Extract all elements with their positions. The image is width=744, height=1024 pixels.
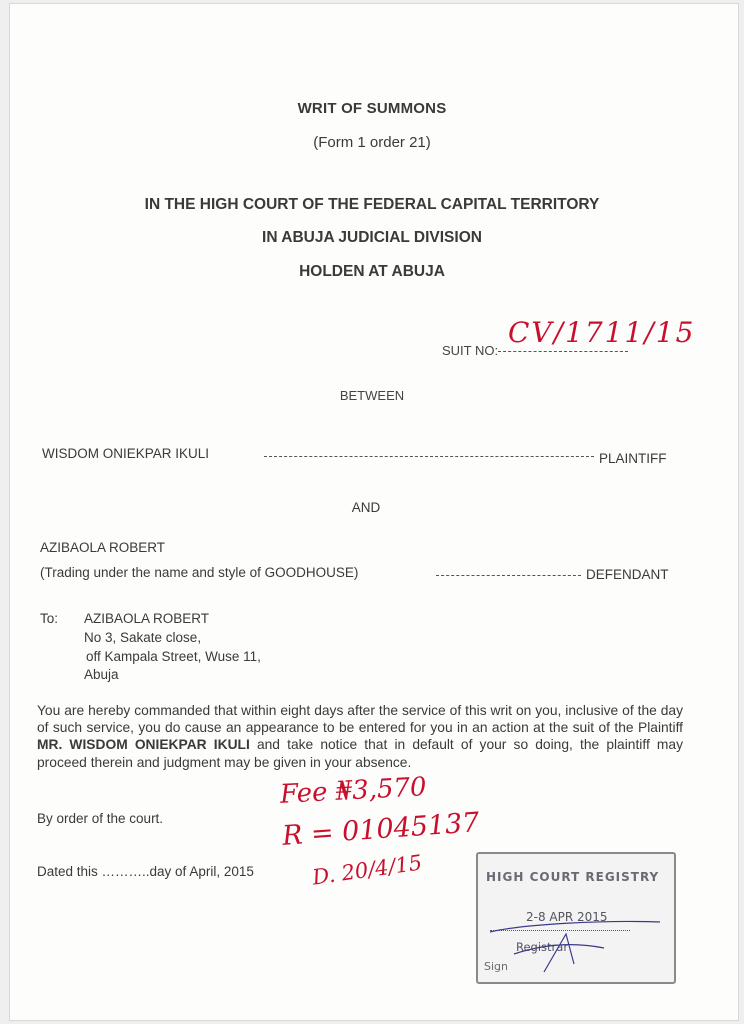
plaintiff-leader-line — [264, 456, 594, 457]
document-title: WRIT OF SUMMONS — [297, 100, 447, 117]
stamp-header: HIGH COURT REGISTRY — [486, 870, 660, 884]
defendant-name: AZIBAOLA ROBERT — [40, 540, 166, 555]
handwritten-receipt-number: R = 01045137 — [281, 807, 481, 852]
form-reference: (Form 1 order 21) — [313, 134, 431, 151]
plaintiff-name: WISDOM ONIEKPAR IKULI — [42, 446, 210, 461]
handwritten-date: D. 20/4/15 — [310, 850, 424, 890]
suit-number-label: SUIT NO: — [442, 343, 628, 358]
to-label: To: — [40, 611, 59, 626]
address-name: AZIBAOLA ROBERT — [84, 611, 210, 626]
signature-scribble — [484, 914, 670, 974]
court-division-line: IN ABUJA JUDICIAL DIVISION — [262, 229, 482, 246]
defendant-role: DEFENDANT — [586, 567, 669, 582]
stamp-date: 2-8 APR 2015 — [526, 910, 608, 924]
between-label: BETWEEN — [339, 388, 405, 403]
address-line-3: Abuja — [84, 667, 119, 682]
stamp-sign-label: Sign — [484, 960, 508, 973]
defendant-leader-line — [436, 575, 581, 576]
stamp-registrar-label: Registrar — [516, 940, 569, 954]
suit-number-handwritten: CV/1711/15 — [508, 316, 696, 349]
dated-line: Dated this ………..day of April, 2015 — [37, 864, 254, 879]
defendant-trading-name: (Trading under the name and style of GOODHOUSE) — [40, 565, 359, 580]
by-order-text: By order of the court. — [37, 811, 164, 826]
address-line-1: No 3, Sakate close, — [84, 630, 202, 645]
court-name-line: IN THE HIGH COURT OF THE FEDERAL CAPITAL TERRITORY — [144, 196, 600, 213]
plaintiff-role: PLAINTIFF — [599, 451, 667, 466]
command-paragraph: You are hereby commanded that within eight days after the service of this writ on you, inclusive of the day of such service, you do cause an appearance to be entered for you in an action at the suit of the Plaintiff MR. WISDOM ONIEKPAR IKULI and take notice that in default of your so doing, the plaintiff may proceed therein and judgment may be given in your absence. — [37, 703, 683, 770]
address-line-2: off Kampala Street, Wuse 11, — [86, 649, 261, 664]
handwritten-fee: Fee ₦3,570 — [279, 772, 428, 810]
court-holden-line: HOLDEN AT ABUJA — [299, 263, 445, 280]
registry-stamp — [476, 852, 676, 984]
and-label: AND — [351, 500, 381, 515]
